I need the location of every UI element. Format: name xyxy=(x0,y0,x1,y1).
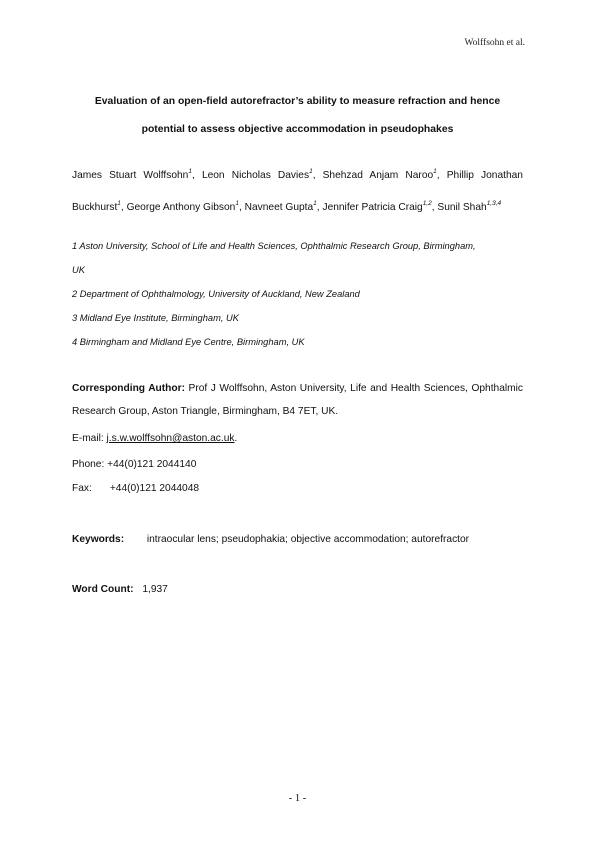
corresponding-author-label: Corresponding Author: xyxy=(72,383,185,394)
affiliation-2: 2 Department of Ophthalmology, University of Auckland, New Zealand xyxy=(72,289,360,299)
affiliation-1-line-2: UK xyxy=(72,265,85,275)
keywords xyxy=(72,534,469,545)
fax-label: Fax: xyxy=(72,483,92,494)
author-name: Leon Nicholas Davies xyxy=(201,170,310,181)
word-count xyxy=(72,584,168,595)
author-affiliation-mark: 1,3,4 xyxy=(486,200,502,207)
author-affiliation-mark: 1,2 xyxy=(422,200,432,207)
fax-line xyxy=(72,482,199,496)
author-name: Sunil Shah xyxy=(437,202,487,213)
corresponding-author-text: Prof J Wolffsohn, Aston University, Life and Health Sciences, Ophthalmic Research Group, Aston Triangle, Birmingham, B4 7ET, UK. xyxy=(72,383,523,417)
author-name: Navneet Gupta xyxy=(244,202,314,213)
fax-number: +44(0)121 2044048 xyxy=(109,483,200,494)
author-name: Shehzad Anjam Naroo xyxy=(322,170,434,181)
corresponding-author xyxy=(72,377,523,423)
keywords-label: Keywords: xyxy=(72,534,125,545)
paper-title xyxy=(72,88,523,144)
author-affiliation-mark: 1 xyxy=(188,168,192,175)
affiliation-3: 3 Midland Eye Institute, Birmingham, UK xyxy=(72,313,239,323)
keywords-text: intraocular lens; pseudophakia; objective accommodation; autorefractor xyxy=(146,534,470,545)
affiliation-4: 4 Birmingham and Midland Eye Centre, Birmingham, UK xyxy=(72,337,305,347)
author-name: Phillip Jonathan Buckhurst xyxy=(72,170,523,213)
email-line xyxy=(72,432,237,446)
author-affiliation-mark: 1 xyxy=(235,200,239,207)
phone-label: Phone: xyxy=(72,459,105,470)
email-link[interactable]: j.s.w.wolffsohn@aston.ac.uk xyxy=(106,433,235,444)
phone-number: +44(0)121 2044140 xyxy=(107,459,197,470)
phone-line xyxy=(72,458,196,472)
title-line-1: Evaluation of an open-field autorefractor’s ability to measure refraction and hence xyxy=(94,96,501,107)
page-number: - 1 - xyxy=(288,793,307,804)
word-count-value: 1,937 xyxy=(142,584,168,595)
email-period: . xyxy=(234,433,238,444)
author-affiliation-mark: 1 xyxy=(117,200,121,207)
running-head: Wolffsohn et al. xyxy=(464,38,525,48)
author-name: Jennifer Patricia Craig xyxy=(322,202,423,213)
word-count-label: Word Count: xyxy=(72,584,134,595)
title-line-2: potential to assess objective accommodation in pseudophakes xyxy=(141,124,454,135)
email-label: E-mail: xyxy=(72,433,104,444)
affiliation-1-line-1: 1 Aston University, School of Life and Health Sciences, Ophthalmic Research Group, Birmingham, xyxy=(72,241,476,251)
author-affiliation-mark: 1 xyxy=(433,168,437,175)
author-name: James Stuart Wolffsohn xyxy=(72,170,189,181)
author-list: James Stuart Wolffsohn$^1$, Leon Nicholas Davies$^1$, Shehzad Anjam Naroo$^1$, Phillip Jonathan Buckhurst$^1$, George Anthony Gibson$^1$, Navneet Gupta$^1$, Jennifer Patricia Craig$^{1,2}$, Sunil Shah$^{1,3,4}$ xyxy=(72,168,523,213)
author-affiliation-mark: 1 xyxy=(313,200,317,207)
author-affiliation-mark: 1 xyxy=(309,168,313,175)
author-name: George Anthony Gibson xyxy=(126,202,236,213)
affiliation-list xyxy=(72,234,523,354)
